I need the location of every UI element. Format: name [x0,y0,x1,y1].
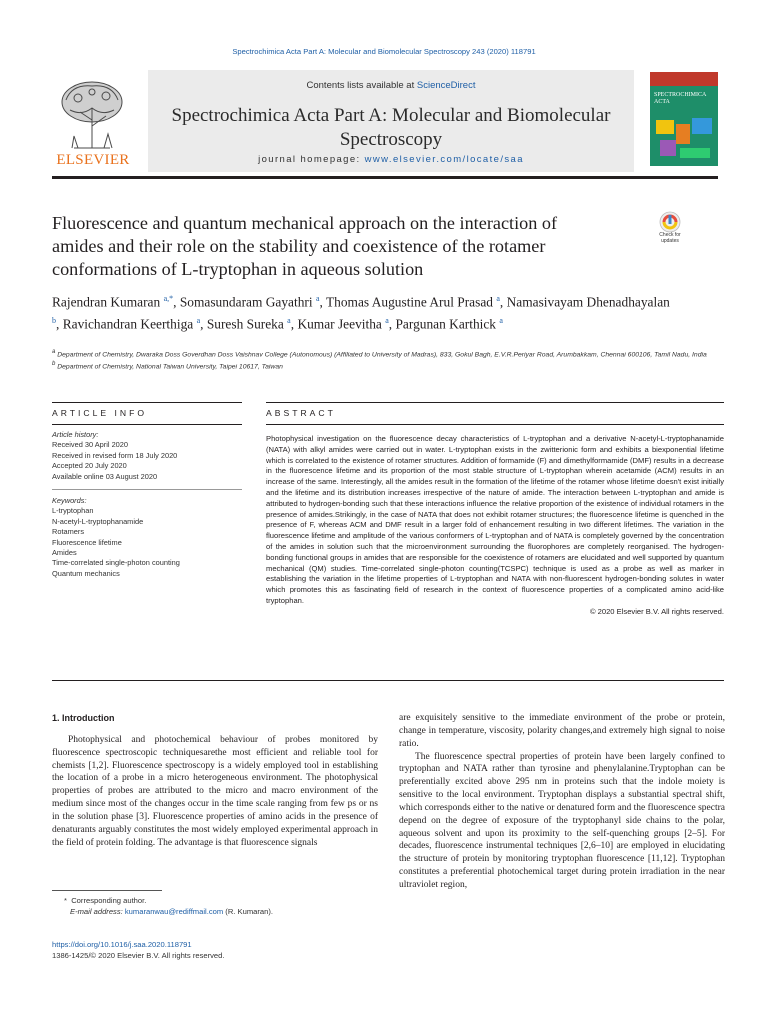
author-name[interactable]: Ravichandran Keerthiga [62,316,194,332]
footnote-email: E-mail address: kumaranwau@rediffmail.com (R. Kumaran). [70,907,273,916]
author-affiliation-mark[interactable]: a,* [163,294,174,303]
history-list [52,440,242,482]
keyword-item: Amides [52,548,77,558]
masthead [52,70,718,172]
doi-link[interactable]: https://doi.org/10.1016/j.saa.2020.118791 [52,940,192,949]
abstract-rule-bottom [266,424,724,425]
author-name[interactable]: Somasundaram Gayathri [179,294,313,310]
journal-citation[interactable]: Spectrochimica Acta Part A: Molecular and Biomolecular Spectroscopy 243 (2020) 118791 [232,47,536,56]
journal-title: Spectrochimica Acta Part A: Molecular and Biomolecular Spectroscopy [171,105,611,150]
issn-line: 1386-1425/© 2020 Elsevier B.V. All rights reserved. [52,951,225,960]
author-affiliation-mark[interactable]: a [385,316,389,326]
masthead-rule [52,176,718,179]
keywords-divider [52,489,242,490]
author-name[interactable]: Kumar Jeevitha [297,316,382,332]
affiliations [52,348,722,371]
history-item: Accepted 20 July 2020 [52,461,127,471]
contents-line: Contents lists available at ScienceDirect [306,80,476,91]
keywords-label: Keywords: [52,496,87,506]
abstract-heading: ABSTRACT [266,408,336,418]
body-column-right [399,712,725,892]
article-info-body [52,430,242,579]
check-for-updates-label: Check for updates [659,232,681,244]
author-name[interactable]: Pargunan Karthick [395,316,496,332]
author-name[interactable]: Namasivayam Dhenadhayalan [506,294,670,310]
keyword-item: Fluorescence lifetime [52,537,122,547]
author-affiliation-mark[interactable]: a [196,316,201,326]
footnote-corresponding: * Corresponding author. [64,896,147,905]
journal-banner [148,70,634,172]
history-label: Article history: [52,430,99,439]
check-for-updates-button[interactable] [650,210,690,250]
abstract-body [266,434,724,618]
abstract-end-rule [52,680,724,681]
author-affiliation-mark[interactable]: b [52,316,56,326]
body-column-left [52,712,378,849]
author-name[interactable]: Rajendran Kumaran [52,294,161,310]
cover-title: SPECTROCHIMICA ACTA [654,92,707,105]
author-name[interactable]: Suresh Sureka [206,316,284,332]
history-item: Received 30 April 2020 [52,440,129,450]
keywords-list [52,506,242,579]
intro-paragraph-2: The fluorescence spectral properties of protein have been largely confined to tryptophan and NATA rather than tyrosine and phenylalanine.Tryptophan can be preferentially excited above 295 nm in proteins such that the indole moiety is sensitive to the local environment. Tryptophan displays a substantial spectral shift, which corresponds either to the native or denatured form and the fluorescence spectra depend on the degree of exposure of the tryptophanyl side chains to the polar, aqueous solvent and upon its proximity to the self-quenching groups [2–5]. For decades, fluorescence instrumental techniques [2,6–10] are employed in elucidating the structure of protein by monitoring tryptophan fluorescence [11,12]. Tryptophan constitutes a preferential photochemical target during protein irradiation in the near ultraviolet region, [399,751,725,890]
affiliation-item: $^a$ Department of Chemistry, Dwaraka Doss Goverdhan Doss Vaishnav College (Autonomous) (Affiliated to University of Madras), 833, Gokul Bagh, E.V.R.Periyar Road, Arumbakkam, Chennai 600106, Tamil Nadu, India [52,349,707,359]
footnote-rule [52,890,162,891]
keyword-item: L-tryptophan [52,506,94,516]
journal-homepage: journal homepage: www.elsevier.com/locate/saa [258,154,524,165]
author-email-link[interactable]: kumaranwau@rediffmail.com [124,907,224,916]
article-info-rule [52,402,242,403]
abstract-rule [266,402,724,403]
keyword-item: Time-correlated single-photon counting [52,558,180,568]
article-title: Fluorescence and quantum mechanical approach on the interaction of amides and their role on the stability and coexistence of the rotamer conformations of L-tryptophan in aqueous solution [52,213,558,279]
article-info-heading: ARTICLE INFO [52,408,148,418]
journal-cover-image[interactable] [650,72,718,166]
article-info-rule-bottom [52,424,242,425]
affiliation-item: $^b$ Department of Chemistry, National Taiwan University, Taipei 10617, Taiwan [52,360,283,370]
section-heading-introduction: 1. Introduction [52,713,115,723]
author-affiliation-mark[interactable]: a [287,316,291,326]
author-name[interactable]: Thomas Augustine Arul Prasad [325,294,493,310]
footnote [52,895,378,917]
homepage-link[interactable]: www.elsevier.com/locate/saa [364,154,524,165]
author-affiliation-mark[interactable]: a [496,294,500,303]
intro-paragraph-1-continued: are exquisitely sensitive to the immediate environment of the probe or protein, change in temperature, viscosity, polarity changes,and extremely high signal to noise ratio. [399,713,725,749]
page-footer [52,939,452,961]
history-item: Available online 03 August 2020 [52,471,158,481]
author-affiliation-mark[interactable]: a [315,294,320,303]
publisher-name: ELSEVIER [56,152,130,168]
keyword-item: Quantum mechanics [52,568,120,578]
history-item: Received in revised form 18 July 2020 [52,450,178,460]
keyword-item: Rotamers [52,527,85,537]
abstract-text: Photophysical investigation on the fluorescence decay characteristics of L-tryptophan and a derivative N-acetyl-L-tryptophanamide (NATA) with alkyl amides were carried out in water. L-tryptophan exists in the zwitterionic form and exhibits a biexponential lifetime which is correlated to the existence of rotamer structures. Addition of formamide (F) and dimethylformamide (DMF) results in a decrease in the fluorescence lifetime and its proportion of the most stable structure of L-tryptophan wherein acetamide (ACM) results in an increase of the same. Interestingly, all the amides result in the formation of the lifetime of the rotamer whose lifetime doesn't exist initially and the lifetime and its distribution increases irrespective of the nature of amide. The interaction between L-tryptophan and amide is attributed to hydrogen-bonding such that these interactions influence the relative proportion of the existence of individual rotamers in the presence of amides.Strikingly, in the case of NATA that does not exhibit rotamer structures; the fluorescence lifetime is quenched in the presence of F, whereas ACM and DMF result in a larger fold of enhancement resulting in two different lifetimes. The variation in the fluorescence lifetime and amplitude of the various conformers of L-tryptophan and of NATA is completely governed by the concentration of the amides in solution such that the microenvironment surrounding the fluorophores are completely reorganised. The hydrogen-bonding functional groups in amides that are responsible for the coexistence of rotamers are elucidated and well supported by quantum mechanical (QM) studies. Time-correlated single-photon counting(TCSPC) technique is used as a probe as well as marker in establishing the variation in the lifetime properties of L-tryptophan and NATA with non-fluorescent hydrogen-bonding solutes in water which promotes this as fascinating field of research in the context of fluorescence properties of a complicated amino acid-like tryptophan. [266,434,724,605]
author-affiliation-mark[interactable]: a [499,316,503,326]
keyword-item: N-acetyl-L-tryptophanamide [52,516,144,526]
crossmark-icon [650,210,690,234]
author-list: Rajendran Kumaran $^{a,*}$, Somasundaram Gayathri $^a$, Thomas Augustine Arul Prasad $^a$, Namasivayam Dhenadhayalan $^b$, Ravichandran Keerthiga $^a$, Suresh Sureka $^a$, Kumar Jeevitha $^a$, Pargunan Karthick $^a$ [52,294,670,332]
intro-paragraph-1: Photophysical and photochemical behaviour of probes monitored by fluorescence spectroscopic techniquesarethe most efficient and reliable tool for chemists [1,2]. Fluorescence spectroscopy is a widely employed tool in establishing the location of a probe in a micro heterogeneous environment. The photophysical properties of probes are attributed to the micro and macro environment of the medium since most of the changes occur in the time scale ranging from few ps or ns in the solution phase [3]. Fluorescence properties of amino acids in the presence of denaturants arguably constitutes the most widely employed experimental approach in the field of protein folding. The advantage is that fluorescence signals [52,734,378,848]
copyright-line: © 2020 Elsevier B.V. All rights reserved. [589,606,724,616]
sciencedirect-link[interactable]: ScienceDirect [416,80,476,91]
